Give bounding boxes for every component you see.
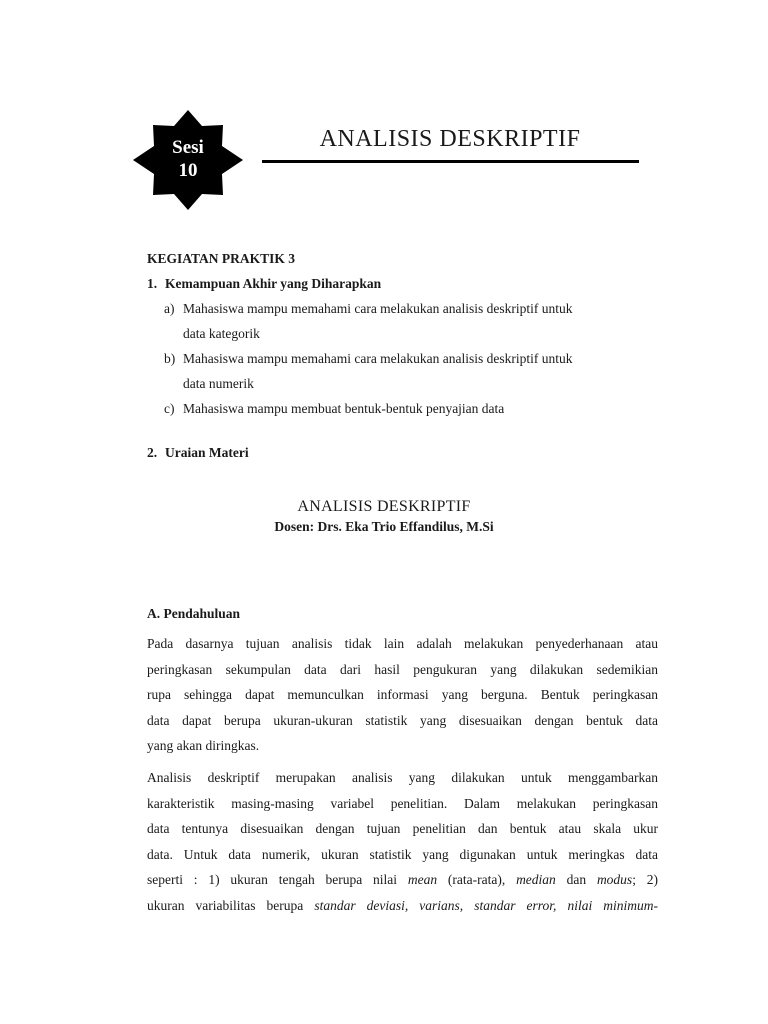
- text-run: ; 2): [632, 872, 659, 887]
- term-modus: modus: [596, 872, 633, 887]
- list-item-text: Mahasiswa mampu memahami cara melakukan analisis deskriptif untuk: [183, 351, 573, 366]
- list-item-label: c): [164, 401, 175, 416]
- paragraph-line: data tentunya disesuaikan dengan tujuan penelitian dan bentuk atau skala ukur: [147, 821, 658, 836]
- paragraph-line: yang akan diringkas.: [147, 738, 260, 753]
- paragraph-line: data. Untuk data numerik, ukuran statistik yang digunakan untuk meringkas data: [147, 846, 658, 862]
- list-item-text-cont: data kategorik: [183, 326, 260, 341]
- section2-title: Uraian Materi: [165, 445, 249, 460]
- paragraph-line-mixed: [147, 893, 658, 919]
- paragraph-line: karakteristik masing-masing variabel penelitian. Dalam melakukan peringkasan: [147, 795, 658, 811]
- term-median: median: [516, 872, 556, 887]
- paragraph-line: rupa sehingga dapat memunculkan informasi yang berguna. Bentuk peringkasan: [147, 687, 658, 702]
- paragraph-line: Analisis deskriptif merupakan analisis yang dilakukan untuk menggambarkan: [147, 770, 658, 785]
- term-variability: standar deviasi, varians, standar error, nilai minimum-: [314, 897, 658, 913]
- title-underline: [262, 160, 639, 163]
- paragraph-line: Pada dasarnya tujuan analisis tidak lain adalah melakukan penyederhanaan atau: [147, 636, 658, 651]
- list-item-text-cont: data numerik: [183, 376, 254, 391]
- list-item-text: Mahasiswa mampu memahami cara melakukan analisis deskriptif untuk: [183, 301, 573, 316]
- paragraph-line: peringkasan sekumpulan data dari hasil pengukuran yang dilakukan sedemikian: [147, 661, 658, 677]
- text-run: (rata-rata),: [437, 872, 517, 887]
- text-run: dan: [555, 872, 597, 887]
- section2-number: 2.: [147, 445, 158, 460]
- session-number: 10: [178, 160, 198, 181]
- session-word: Sesi: [172, 137, 204, 158]
- list-item-text: Mahasiswa mampu membuat bentuk-bentuk penyajian data: [183, 401, 505, 416]
- lecturer-line: Dosen: Drs. Eka Trio Effandilus, M.Si: [274, 519, 494, 534]
- section1-title: Kemampuan Akhir yang Diharapkan: [165, 276, 382, 291]
- material-title: ANALISIS DESKRIPTIF: [297, 498, 471, 515]
- section1-number: 1.: [147, 276, 158, 291]
- list-item-label: b): [164, 351, 176, 366]
- paragraph-line: data dapat berupa ukuran-ukuran statistik yang disesuaikan dengan bentuk data: [147, 712, 658, 728]
- session-label: [133, 136, 243, 182]
- text-run: seperti : 1) ukuran tengah berupa nilai: [147, 872, 408, 887]
- paragraph-line-mixed: [147, 867, 658, 893]
- page-title: ANALISIS DESKRIPTIF: [319, 126, 581, 152]
- paragraph-2: [147, 765, 658, 918]
- session-badge: [133, 110, 243, 210]
- paragraph-1: [147, 631, 658, 759]
- activity-heading: KEGIATAN PRAKTIK 3: [147, 251, 296, 266]
- subsection-heading: A. Pendahuluan: [147, 606, 241, 621]
- list-item-label: a): [164, 301, 175, 316]
- term-mean: mean: [407, 872, 438, 887]
- text-run: ukuran variabilitas berupa: [147, 897, 315, 913]
